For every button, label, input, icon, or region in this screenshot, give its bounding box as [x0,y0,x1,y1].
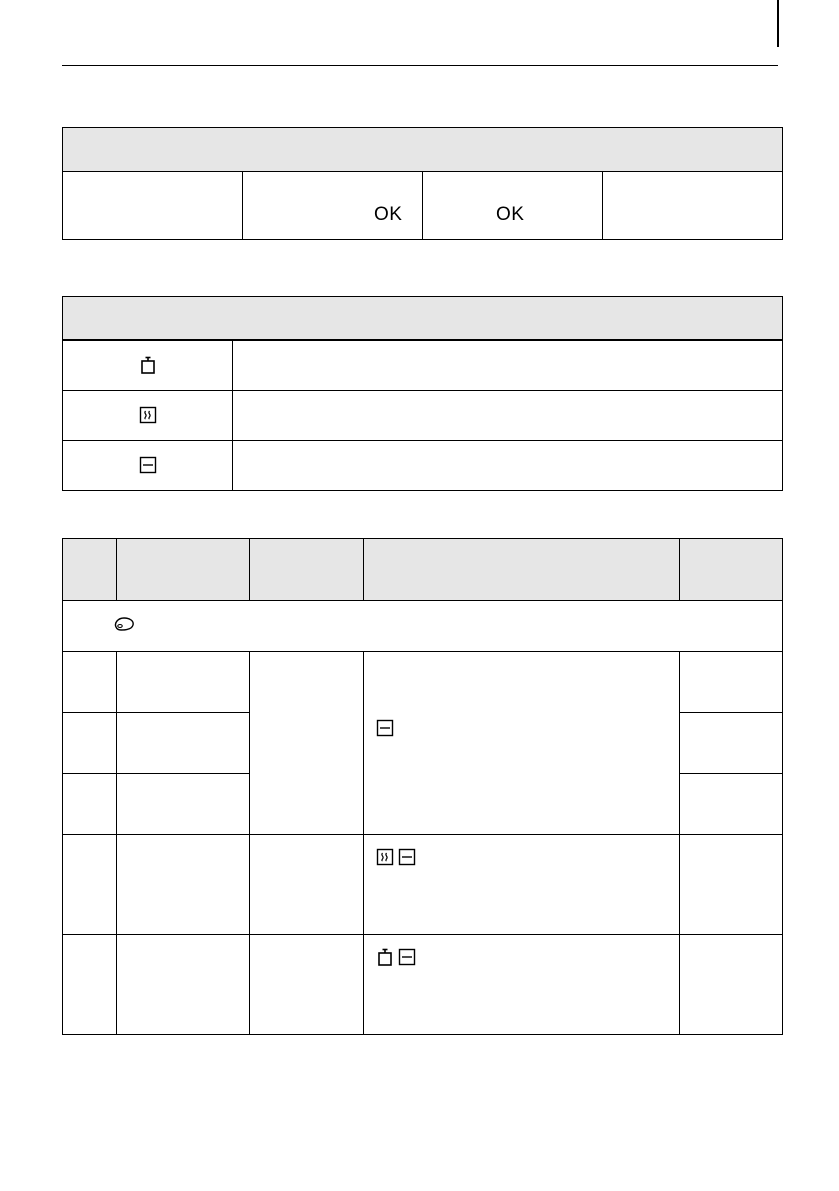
bottom-heat-icon [376,719,394,737]
table-cell-merged [250,652,364,835]
symbol-cell-bottom-heat [63,441,233,491]
symbol-description [233,340,783,391]
symbol-cell-radiant-heat [63,391,233,441]
cooking-table [62,538,783,1035]
table-cell [63,652,117,713]
table-cell [117,713,250,774]
step-cell-1 [63,172,243,240]
symbol-description [233,391,783,441]
step-cell-2 [243,172,423,240]
step-cell-4 [603,172,783,240]
table-cell [63,774,117,835]
table-cell [680,713,783,774]
table-cell [364,835,680,935]
bottom-heat-icon [398,848,416,866]
column-header [117,539,250,601]
bottom-heat-icon [398,948,416,966]
steps-table [62,127,783,240]
symbols-table [62,296,783,491]
steps-table-header [63,128,783,172]
header-rule [62,65,778,66]
table-cell [250,935,364,1035]
bottom-heat-icon [139,456,157,474]
table-cell [680,774,783,835]
table-cell-merged [364,652,680,835]
timer-icon [376,948,394,966]
ok-button[interactable]: OK [374,204,403,225]
table-cell [117,774,250,835]
radiant-heat-icon [139,406,157,424]
radiant-heat-icon [376,848,394,866]
table-cell [63,835,117,935]
category-row [63,601,783,652]
timer-icon [139,356,157,374]
symbols-table-header [63,297,783,341]
table-cell [680,652,783,713]
table-cell [364,935,680,1035]
symbol-description [233,441,783,491]
ok-button[interactable]: OK [496,204,525,225]
table-cell [250,835,364,935]
column-header [250,539,364,601]
symbol-cell-timer [63,340,233,391]
table-cell [117,835,250,935]
column-header [680,539,783,601]
column-header [63,539,117,601]
table-cell [680,835,783,935]
column-header [364,539,680,601]
table-cell [63,713,117,774]
table-cell [63,935,117,1035]
meat-icon [113,616,135,632]
page-corner-mark [777,0,779,47]
step-cell-3 [423,172,603,240]
table-cell [117,935,250,1035]
table-cell [117,652,250,713]
table-cell [680,935,783,1035]
